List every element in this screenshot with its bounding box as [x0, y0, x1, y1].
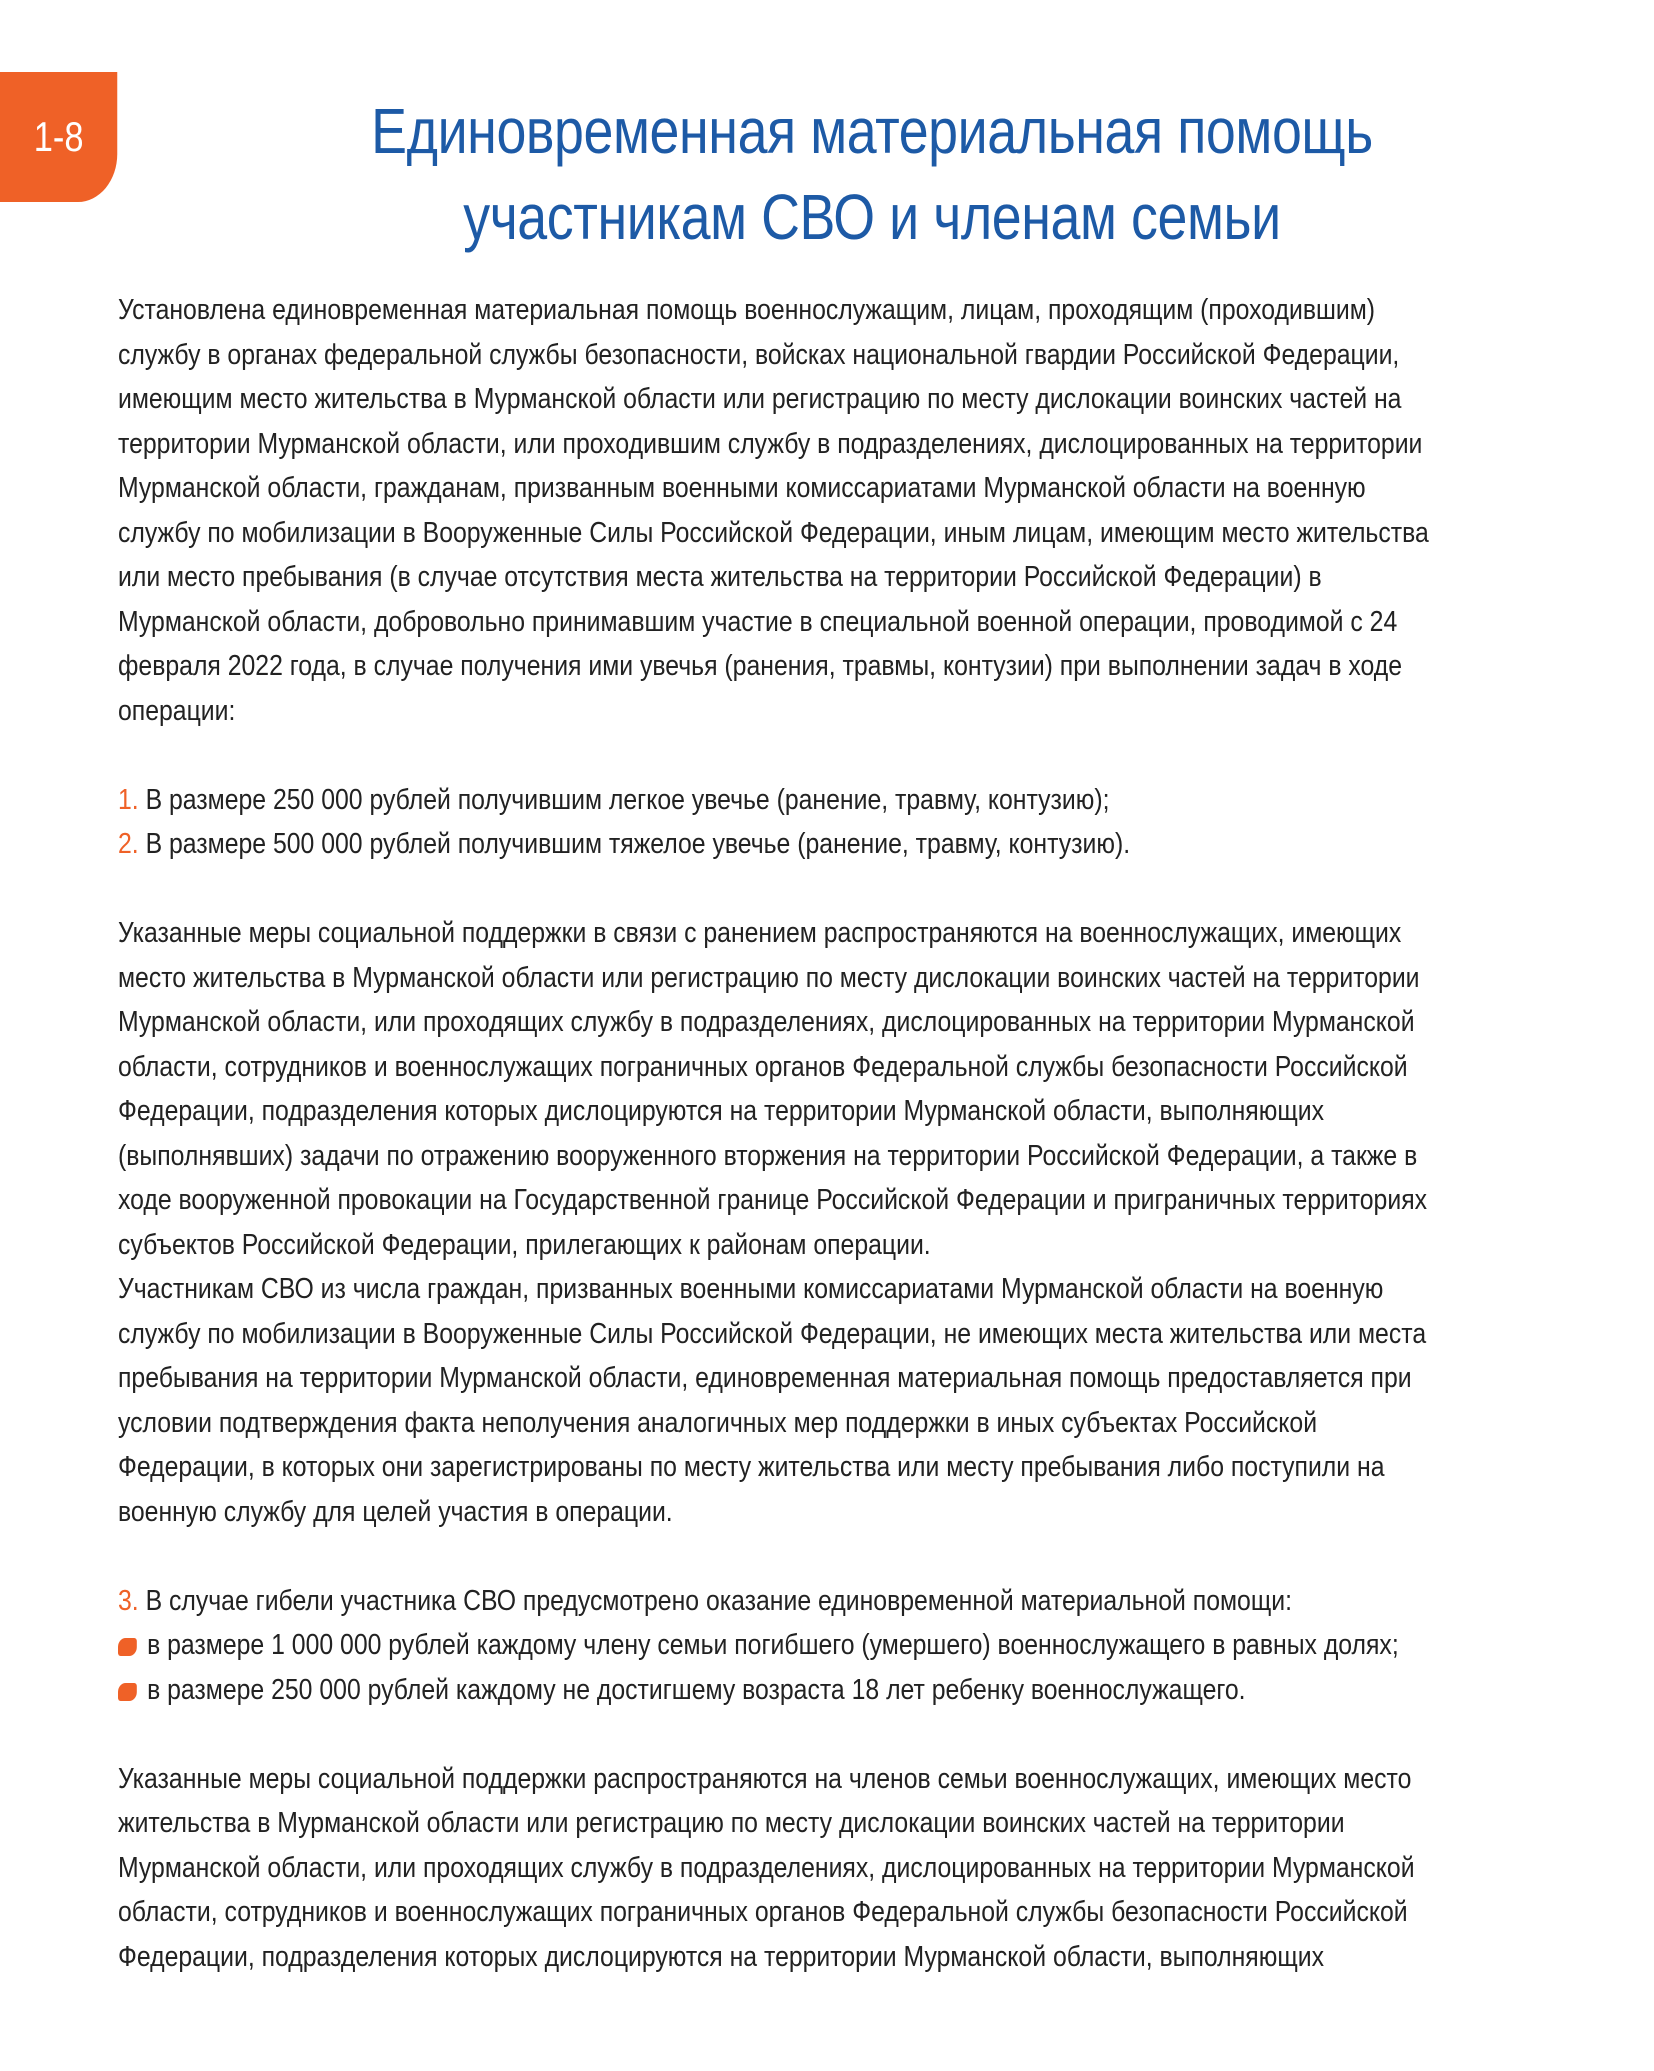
text-line: жительства в Мурманской области или регистрацию по месту дислокации воинских частей на территории — [118, 1807, 1345, 1839]
text-line: области, сотрудников и военнослужащих пограничных органов Федеральной службы безопасности Российской — [118, 1050, 1408, 1083]
eligibility-paragraph — [118, 911, 1598, 1534]
text-line: службу по мобилизации в Вооруженные Силы Российской Федерации, не имеющих места жительства или места — [118, 1317, 1427, 1350]
page-number: 1-8 — [33, 113, 84, 160]
text-line: территории Мурманской области, или проходившим службу в подразделениях, дислоцированных на территории — [118, 427, 1423, 460]
text-line: место жительства в Мурманской области или регистрацию по месту дислокации воинских частей на территории — [118, 961, 1420, 994]
paragraph-gap — [118, 867, 1598, 912]
list-number: 3. — [118, 1584, 139, 1617]
document-body — [118, 288, 1598, 1979]
bullet-text: в размере 250 000 рублей каждому не достигшему возраста 18 лет ребенку военнослужащего. — [147, 1673, 1246, 1706]
text-line: Установлена единовременная материальная помощь военнослужащим, лицам, проходящим (проходившим) — [118, 294, 1376, 326]
list-item-text: В размере 250 000 рублей получившим легкое увечье (ранение, травму, контузию); — [138, 783, 1110, 816]
text-line: Мурманской области, или проходящих службу в подразделениях, дислоцированных на территории Мурманской — [118, 1006, 1415, 1038]
text-line: февраля 2022 года, в случае получения ими увечья (ранения, травмы, контузии) при выполнении задач в ходе — [118, 650, 1403, 682]
text-line: Федерации, подразделения которых дислоцируются на территории Мурманской области, выполняющих — [118, 1095, 1324, 1127]
text-line: Федерации, в которых они зарегистрированы по месту жительства или месту пребывания либо поступили на — [118, 1451, 1385, 1483]
page-title — [150, 88, 1594, 260]
death-benefit-section — [118, 1579, 1598, 1713]
bullet-icon — [118, 1638, 137, 1656]
text-line: или место пребывания (в случае отсутствия места жительства на территории Российской Федерации) в — [118, 561, 1322, 593]
list-item-text: В размере 500 000 рублей получившим тяжелое увечье (ранение, травму, контузию). — [138, 828, 1131, 860]
text-line: области, сотрудников и военнослужащих пограничных органов Федеральной службы безопасности Российской — [118, 1896, 1408, 1928]
list-item — [118, 778, 1383, 823]
text-line: службу по мобилизации в Вооруженные Силы Российской Федерации, иным лицам, имеющим место жительства — [118, 516, 1429, 549]
text-line: Участникам СВО из числа граждан, призванных военными комиссариатами Мурманской области на военную — [118, 1273, 1384, 1305]
bullet-item — [118, 1668, 1383, 1713]
list-number: 2. — [118, 828, 139, 860]
list-item — [118, 822, 1383, 867]
text-line: Федерации, подразделения которых дислоцируются на территории Мурманской области, выполняющих — [118, 1940, 1324, 1973]
title-line-2: участникам СВО и членам семьи — [463, 181, 1281, 253]
text-line: военную службу для целей участия в операции. — [118, 1495, 673, 1528]
bullet-icon — [118, 1683, 137, 1701]
text-line: пребывания на территории Мурманской области, единовременная материальная помощь предоставляется при — [118, 1362, 1412, 1394]
text-line: Мурманской области, гражданам, призванным военными комиссариатами Мурманской области на военную — [118, 472, 1366, 504]
title-line-1: Единовременная материальная помощь — [371, 95, 1373, 167]
text-line: условии подтверждения факта неполучения аналогичных мер поддержки в иных субъектах Российской — [118, 1406, 1318, 1439]
list-number: 1. — [118, 783, 139, 816]
text-line: (выполнявших) задачи по отражению вооруженного вторжения на территории Российской Федерации, а также в — [118, 1139, 1418, 1172]
text-line: Мурманской области, добровольно принимавшим участие в специальной военной операции, проводимой с 24 — [118, 605, 1398, 638]
text-line: службу в органах федеральной службы безопасности, войсках национальной гвардии Российской Федерации, — [118, 338, 1400, 371]
bullet-item — [118, 1623, 1399, 1668]
page-number-badge — [0, 72, 117, 202]
intro-paragraph — [118, 288, 1598, 733]
text-line: Мурманской области, или проходящих службу в подразделениях, дислоцированных на территории Мурманской — [118, 1851, 1415, 1884]
family-eligibility-paragraph — [118, 1757, 1598, 1980]
paragraph-gap — [118, 733, 1598, 778]
text-line: Указанные меры социальной поддержки в связи с ранением распространяются на военнослужащих, имеющих — [118, 917, 1402, 949]
paragraph-gap — [118, 1712, 1598, 1757]
text-line: имеющим место жительства в Мурманской области или регистрацию по месту дислокации воинских частей на — [118, 383, 1402, 415]
list-item-text: В случае гибели участника СВО предусмотрено оказание единовременной материальной помощи: — [138, 1584, 1292, 1617]
bullet-text: в размере 1 000 000 рублей каждому члену семьи погибшего (умершего) военнослужащего в равных долях; — [147, 1629, 1399, 1661]
list-item — [118, 1579, 1383, 1624]
numbered-list — [118, 778, 1598, 867]
paragraph-gap — [118, 1534, 1598, 1579]
text-line: Указанные меры социальной поддержки распространяются на членов семьи военнослужащих, имеющих место — [118, 1762, 1412, 1795]
text-line: ходе вооруженной провокации на Государственной границе Российской Федерации и приграничных территориях — [118, 1184, 1428, 1216]
text-line: операции: — [118, 694, 236, 727]
text-line: субъектов Российской Федерации, прилегающих к районам операции. — [118, 1228, 931, 1261]
